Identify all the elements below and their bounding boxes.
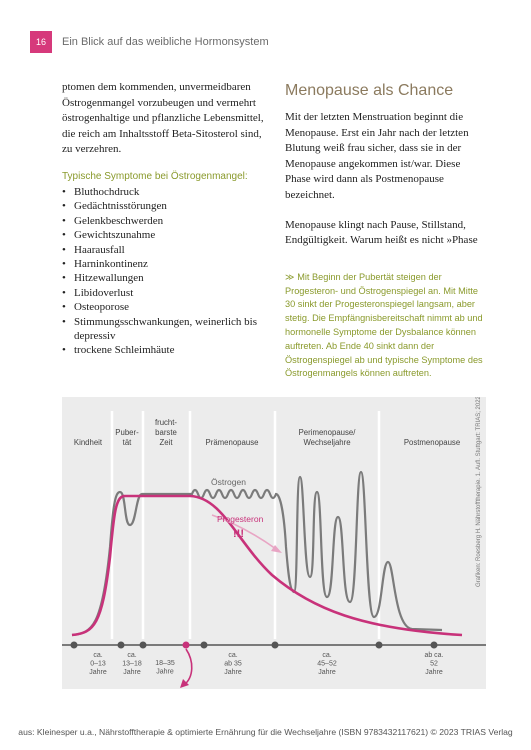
age-label: 0–13 bbox=[90, 660, 106, 668]
running-head: Ein Blick auf das weibliche Hormonsystem bbox=[62, 36, 269, 48]
age-label: Jahre bbox=[156, 668, 174, 676]
list-item: • Osteoporose bbox=[62, 300, 267, 314]
list-item: • Libidoverlust bbox=[62, 286, 267, 300]
age-label: 13–18 bbox=[122, 660, 142, 668]
list-item: • Gewichtszunahme bbox=[62, 228, 267, 242]
age-label: ab 35 bbox=[224, 660, 242, 668]
list-item: • Stimmungsschwankungen, weinerlich bis depressiv bbox=[62, 315, 267, 344]
footer-citation: aus: Kleinesper u.a., Nährstofftherapie & optimierte Ernährung für die Wechseljahre (ISBN 9783432117621) © 2023 TRIAS Verlag bbox=[18, 727, 513, 737]
intro-paragraph: ptomen dem kommenden, unvermeidbaren Östrogenmangel vorzubeugen und vermehrt östrogenhaltige und pflanzliche Lebensmittel, die reich am Inhaltsstoff Beta-Sitosterol sind, zu verzehren. bbox=[62, 81, 264, 156]
age-label: 45–52 bbox=[317, 660, 337, 668]
phase-label: Perimenopause/ bbox=[298, 428, 356, 437]
age-marker bbox=[140, 642, 147, 649]
phase-label: Kindheit bbox=[73, 438, 103, 447]
phase-label: Puber- bbox=[115, 428, 139, 437]
left-column bbox=[62, 80, 267, 358]
age-label: 52 bbox=[430, 660, 438, 668]
phase-label: Prämenopause bbox=[205, 438, 259, 447]
age-marker bbox=[118, 642, 125, 649]
age-marker bbox=[201, 642, 208, 649]
phase-label: Zeit bbox=[159, 438, 173, 447]
hormone-chart bbox=[62, 397, 486, 689]
age-label: Jahre bbox=[123, 669, 141, 676]
list-item: • Harninkontinenz bbox=[62, 257, 267, 271]
note-marker-icon: ≫ bbox=[285, 271, 295, 282]
age-label: Jahre bbox=[224, 669, 242, 676]
age-marker bbox=[431, 642, 438, 649]
hormone-chart-svg bbox=[62, 397, 486, 689]
section-title: Menopause als Chance bbox=[285, 82, 454, 99]
note-text: Mit Beginn der Pubertät steigen der Progesteron- und Östrogenspiegel an. Mit Mitte 30 sinkt der Progesteronspiegel langsam, aber stetig. Die Empfängnisbereitschaft nimmt ab und hormonelle Symptome der Dysbalance können auftreten. Ab Ende 40 sinkt dann der Östrogenspiegel ab und typische Symptome des Östrogenmangels können auftreten. bbox=[285, 271, 483, 379]
menopause-paragraph-2: Menopause klingt nach Pause, Stillstand, Endgültigkeit. Warum heißt es nicht »Phase bbox=[285, 218, 478, 247]
list-item: • Gedächtnisstörungen bbox=[62, 199, 267, 213]
age-label: Jahre bbox=[425, 669, 443, 676]
progesteron-label: Progesteron bbox=[217, 514, 264, 524]
page-number: 16 bbox=[30, 31, 52, 53]
phase-label: Wechseljahre bbox=[303, 438, 351, 447]
phase-label: tät bbox=[122, 438, 132, 447]
age-marker bbox=[272, 642, 279, 649]
phase-label: Postmenopause bbox=[403, 438, 461, 447]
right-column bbox=[285, 82, 485, 381]
menopause-paragraph-1: Mit der letzten Menstruation beginnt die Menopause. Erst ein Jahr nach der letzten Blutung weiß frau sicher, dass sie in der Menopause angekommen ist/war. Diese Phase wird dann als Postmenopause bezeichnet. bbox=[285, 111, 469, 201]
list-item: • trockene Schleimhäute bbox=[62, 343, 267, 357]
info-note bbox=[285, 271, 485, 381]
age-label: Jahre bbox=[89, 669, 107, 676]
list-item: • Haarausfall bbox=[62, 243, 267, 257]
phase-label: barste bbox=[155, 428, 177, 437]
age-marker bbox=[376, 642, 383, 649]
phase-label: frucht- bbox=[154, 418, 178, 427]
age-marker bbox=[183, 642, 190, 649]
oestrogen-label: Östrogen bbox=[211, 477, 246, 487]
list-item: • Gelenkbeschwerden bbox=[62, 214, 267, 228]
age-marker bbox=[71, 642, 78, 649]
symptoms-heading: Typische Symptome bei Östrogenmangel: bbox=[62, 170, 248, 182]
symptoms-list bbox=[62, 185, 267, 358]
age-label: ca. bbox=[228, 652, 238, 659]
list-item: • Bluthochdruck bbox=[62, 185, 267, 199]
age-label: ca. bbox=[93, 652, 103, 659]
chart-credit: Grafiken: Roesberg H. Nährstofftherapie. 1. Aufl. Stuttgart: TRIAS; 2022 bbox=[476, 397, 482, 587]
age-label: ab ca. bbox=[424, 652, 444, 659]
age-label: 18–35 bbox=[155, 660, 175, 667]
list-item: • Hitzewallungen bbox=[62, 271, 267, 285]
alert-marks: !!! bbox=[233, 528, 244, 540]
age-label: Jahre bbox=[318, 669, 336, 676]
age-label: ca. bbox=[127, 652, 137, 659]
age-label: ca. bbox=[322, 652, 332, 659]
